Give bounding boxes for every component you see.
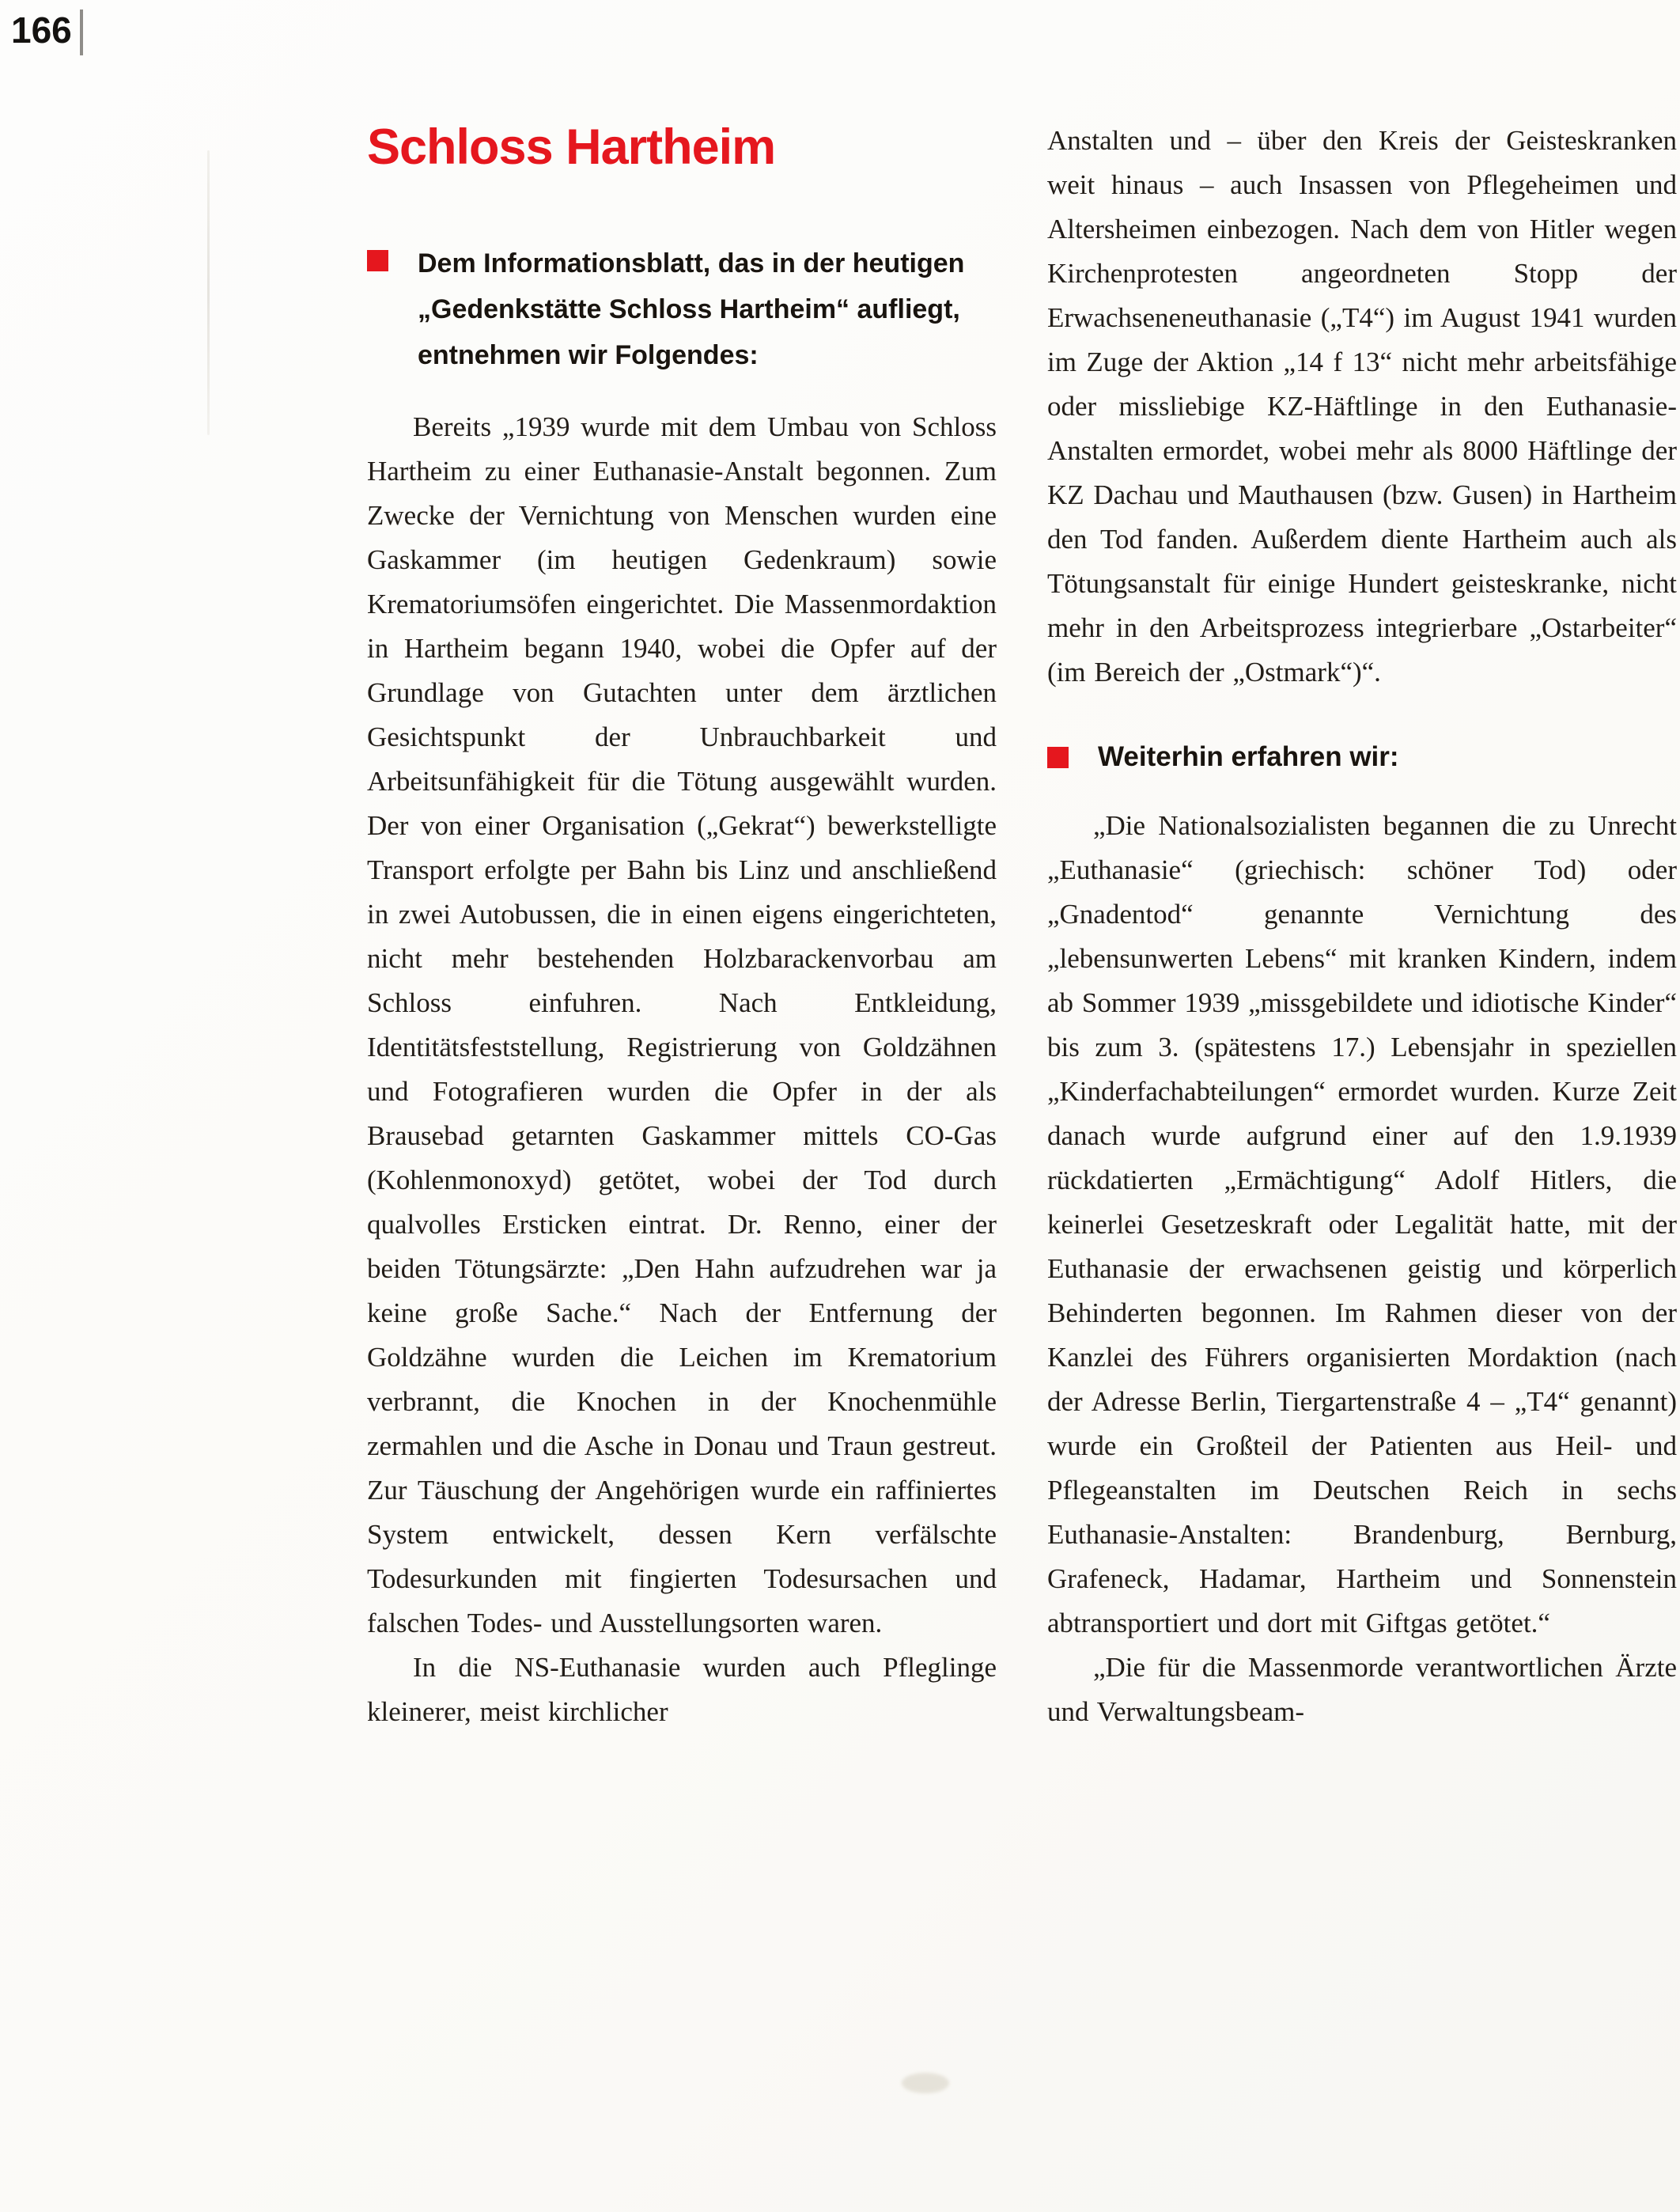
paragraph: „Die Nationalsozialisten begannen die zu Unrecht „Euthanasie“ (griechisch: schöner Tod) oder „Gnadentod“ genannte Vernichtung des „lebensunwerten Lebens“ mit kranken Kindern, indem ab Sommer 1939 „missgebildete und idiotische Kinder“ bis zum 3. (spätestens 17.) Lebensjahr in speziellen „Kinderfachabteilungen“ ermordet wurden. Kurze Zeit danach wurde aufgrund einer auf den 1.9.1939 rückdatierten „Ermächtigung“ Adolf Hitlers, die keinerlei Gesetzeskraft oder Legalität hatte, mit der Euthanasie der erwachsenen geistig und körperlich Behinderten begonnen. Im Rahmen dieser von der Kanzlei des Führers organisierten Mordaktion (nach der Adresse Berlin, Tiergartenstraße 4 – „T4“ genannt) wurde ein Großteil der Patienten aus Heil- und Pflegeanstalten im Deutschen Reich in sechs Euthanasie-Anstalten: Brandenburg, Bernburg, Grafeneck, Hadamar, Hartheim und Sonnenstein abtransportiert und dort mit Giftgas getötet.“ bbox=[1047, 810, 1677, 1638]
page-number-divider bbox=[80, 9, 83, 55]
paragraph-continuation: Anstalten und – über den Kreis der Geisteskranken weit hinaus – auch Insassen von Pflegeheimen und Altersheimen einbezogen. Nach dem von Hitler wegen Kirchenprotesten angeordneten Stopp der Erwachseneneuthanasie („T4“) im August 1941 wurden im Zuge der Aktion „14 f 13“ nicht mehr arbeitsfähige oder missliebige KZ-Häftlinge in den Euthanasie-Anstalten ermordet, wobei mehr als 8000 Häftlinge der KZ Dachau und Mauthausen (bzw. Gusen) in Hartheim den Tod fanden. Außerdem diente Hartheim auch als Tötungsanstalt für einige Hundert geisteskranke, nicht mehr in den Arbeitsprozess integrierbare „Ostarbeiter“ (im Bereich der „Ostmark“)“. bbox=[1047, 125, 1677, 687]
intro-text: Dem Informationsblatt, das in der heutigen „Gedenkstätte Schloss Hartheim“ aufliegt, entnehmen wir Folgendes: bbox=[418, 248, 965, 370]
right-column bbox=[1047, 119, 1677, 1734]
red-square-bullet-icon bbox=[1047, 747, 1069, 768]
section-heading-block bbox=[1047, 737, 1677, 777]
article-title: Schloss Hartheim bbox=[367, 119, 776, 175]
red-square-bullet-icon bbox=[367, 250, 388, 271]
right-column-body bbox=[1047, 119, 1677, 1734]
section-heading: Weiterhin erfahren wir: bbox=[1098, 741, 1399, 772]
paragraph: Bereits „1939 wurde mit dem Umbau von Schloss Hartheim zu einer Euthanasie-Anstalt begonnen. Zum Zwecke der Vernichtung von Menschen wurden eine Gaskammer (im heutigen Gedenkraum) sowie Krematoriumsöfen eingerichtet. Die Massenmordaktion in Hartheim begann 1940, wobei die Opfer auf der Grundlage von Gutachten unter dem ärztlichen Gesichtspunkt der Unbrauchbarkeit und Arbeitsunfähigkeit für die Tötung ausgewählt wurden. Der von einer Organisation („Gekrat“) bewerkstelligte Transport erfolgte per Bahn bis Linz und anschließend in zwei Autobussen, die in einen eigens eingerichteten, nicht mehr bestehenden Holzbarackenvorbau am Schloss einfuhren. Nach Entkleidung, Identitätsfeststellung, Registrierung von Goldzähnen und Fotografieren wurden die Opfer in der als Brausebad getarnten Gaskammer mittels CO-Gas (Kohlenmonoxyd) getötet, wobei der Tod durch qualvolles Ersticken eintrat. Dr. Renno, einer der beiden Tötungsärzte: „Den Hahn aufzudrehen war ja keine große Sache.“ Nach der Entfernung der Goldzähne wurden die Leichen im Krematorium verbrannt, die Knochen in der Knochenmühle zermahlen und die Asche in Donau und Traun gestreut. Zur Täuschung der Angehörigen wurde ein raffiniertes System entwickelt, dessen Kern verfälschte Todesurkunden mit fingierten Todesursachen und falschen Todes- und Ausstellungsorten waren. bbox=[367, 411, 997, 1638]
left-column-body bbox=[367, 405, 997, 1734]
scan-crease-artifact bbox=[207, 150, 210, 435]
paragraph: In die NS-Euthanasie wurden auch Pfleglinge kleinerer, meist kirchlicher bbox=[367, 1652, 997, 1727]
intro-block bbox=[367, 241, 997, 378]
page-number: 166 bbox=[11, 9, 72, 51]
page-number-block bbox=[11, 9, 83, 55]
scan-smudge-artifact bbox=[902, 2073, 949, 2093]
left-column bbox=[367, 119, 997, 1734]
paragraph: „Die für die Massenmorde verantwortlichen Ärzte und Verwaltungsbeam- bbox=[1047, 1652, 1677, 1727]
